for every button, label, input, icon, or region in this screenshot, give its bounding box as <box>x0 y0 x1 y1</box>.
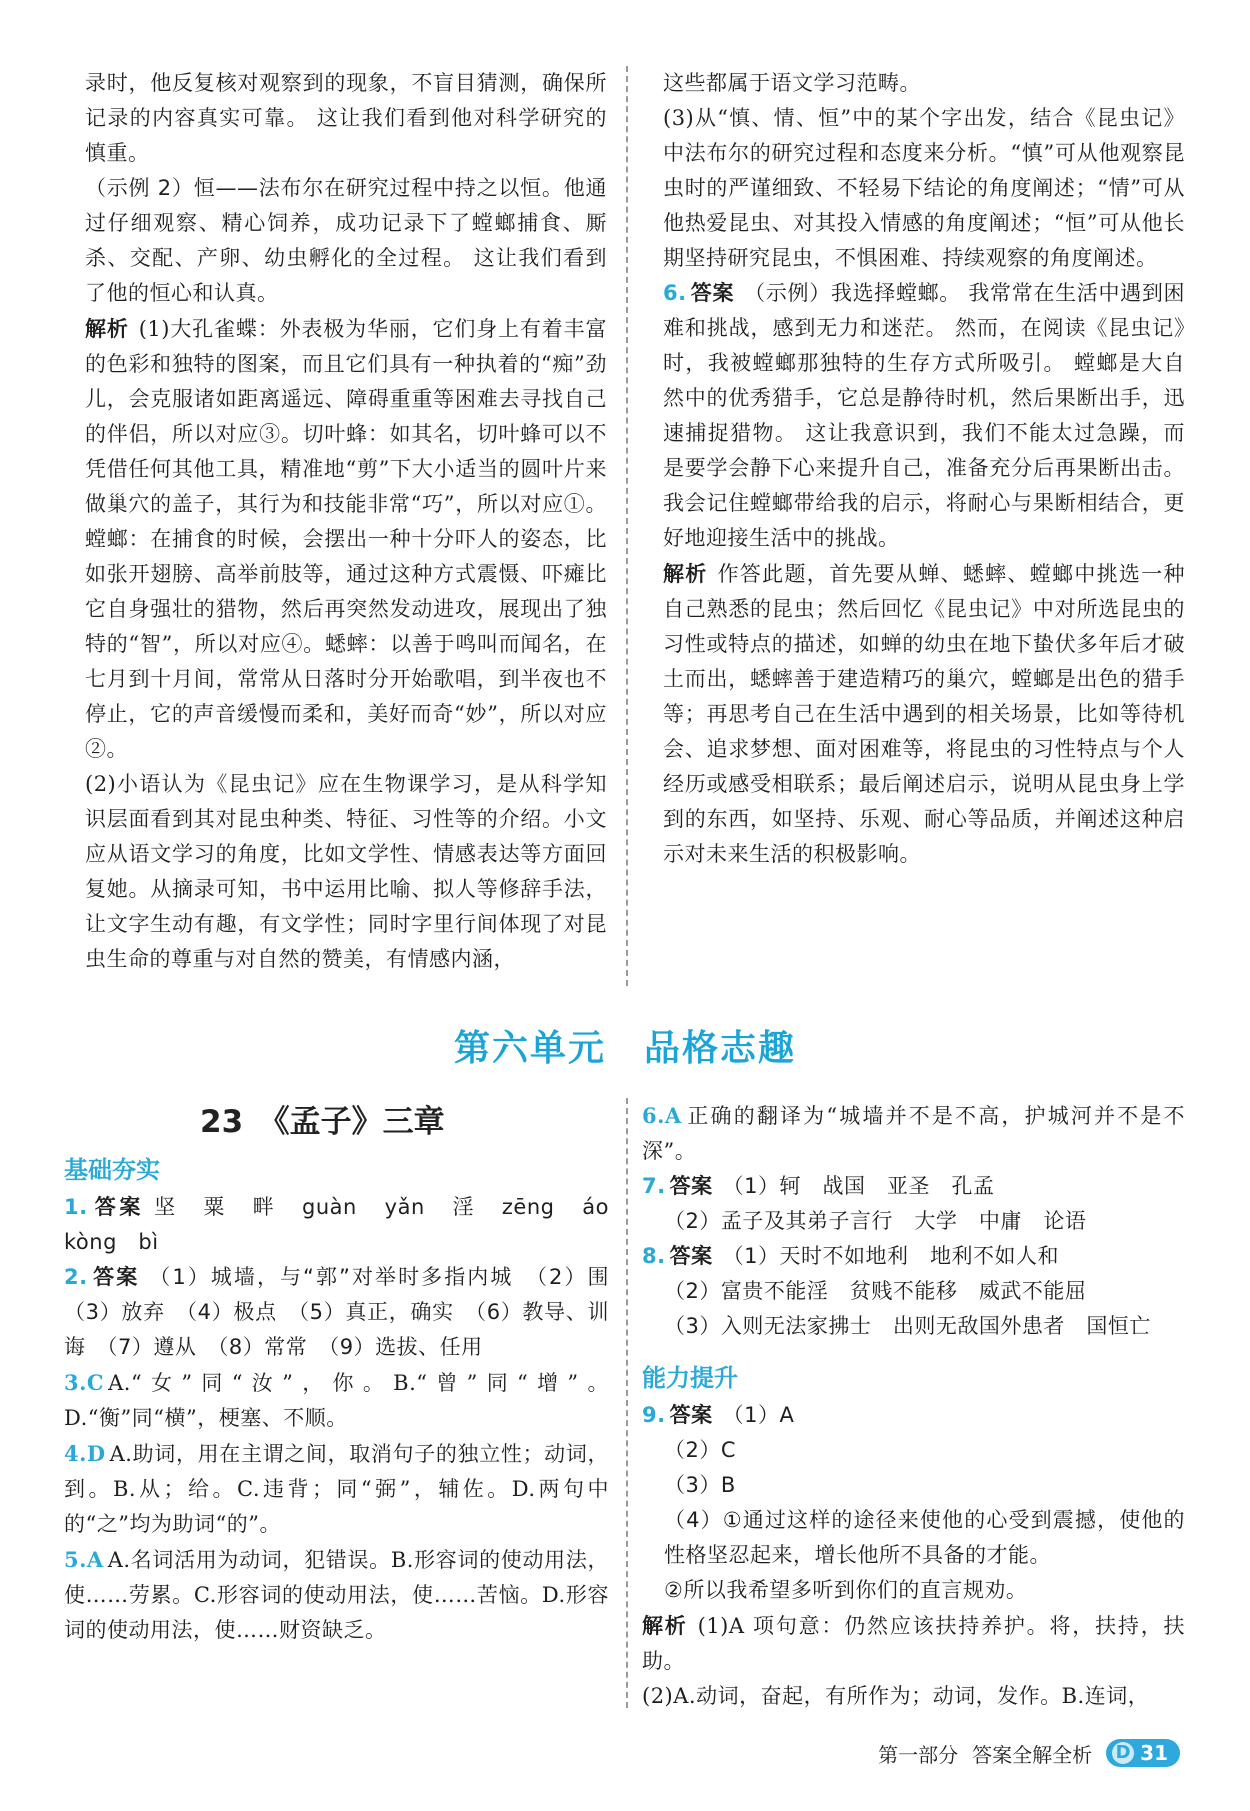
answer-item <box>64 1365 609 1436</box>
analysis-paragraph: (2)A.动词，奋起，有所作为；动词，发作。B.连词， <box>642 1684 1150 1708</box>
analysis-label: 解析 <box>85 316 129 341</box>
question-number: 9. <box>642 1403 666 1427</box>
answer-item <box>642 1169 1185 1204</box>
paragraph: 这些都属于语文学习范畴。 <box>663 71 921 95</box>
question-number: 1. <box>64 1195 88 1219</box>
footer-title: 答案全解全析 <box>972 1742 1093 1767</box>
answer-line: （3）B <box>664 1473 736 1497</box>
answer-item: （2）孟子及其弟子言行 大学 中庸 论语 <box>664 1209 1087 1233</box>
answer-text: 坚 粟 畔 guàn yǎn 淫 zēng áo kòng bì <box>64 1195 631 1254</box>
answer-text: 正确的翻译为“城墙并不是不高，护城河并不是不深”。 <box>642 1104 1185 1163</box>
page-badge <box>1106 1739 1180 1767</box>
question-number: 8. <box>642 1244 666 1268</box>
section-heading-ability: 能力提升 <box>642 1364 738 1392</box>
answer-item: （2）富贵不能淫 贫贱不能移 威武不能屈 <box>664 1279 1087 1303</box>
paragraph: 录时，他反复核对观察到的现象，不盲目猜测，确保所记录的内容真实可靠。 这让我们看到他对科学研究的慎重。 <box>85 71 607 165</box>
question-number: 7. <box>642 1174 666 1198</box>
paragraph: （示例 2）恒——法布尔在研究过程中持之以恒。他通过仔细观察、精心饲养，成功记录下了螳螂捕食、厮杀、交配、产卵、幼虫孵化的全过程。 这让我们看到了他的恒心和认真。 <box>85 176 607 305</box>
section-heading-basic: 基础夯实 <box>64 1156 160 1184</box>
answer-text: A.名词活用为动词，犯错误。B.形容词的使动用法，使……劳累。C.形容词的使动用法，使……苦恼。D.形容词的使动用法，使……财资缺乏。 <box>64 1548 609 1642</box>
section-letter: D <box>1112 1742 1134 1764</box>
analysis-label: 解析 <box>642 1613 688 1638</box>
question-number: 4.D <box>64 1441 106 1466</box>
analysis-text: 作答此题，首先要从蝉、蟋蟀、螳螂中挑选一种自己熟悉的昆虫；然后回忆《昆虫记》中对所选昆虫的习性或特点的描述，如蝉的幼虫在地下蛰伏多年后才破土而出，蟋蟀善于建造精巧的巢穴，螳螂是出色的猎手等；再思考自己在生活中遇到的相关场景，比如等待机会、追求梦想、面对困难等，将昆虫的习性特点与个人经历或感受相联系；最后阐述启示，说明从昆虫身上学到的东西，如坚持、乐观、耐心等品质，并阐述这种启示对未来生活的积极影响。 <box>663 562 1186 866</box>
analysis-paragraph <box>85 311 607 767</box>
analysis-label: 解析 <box>663 561 708 586</box>
question-number: 6.A <box>642 1103 682 1128</box>
column-divider <box>626 66 628 986</box>
answer-text: A.助词，用在主谓之间，取消句子的独立性；动词，到。B.从；给。C.违背；同“弼”，辅佐。D.两句中的“之”均为助词“的”。 <box>64 1442 609 1536</box>
question-number: 5.A <box>64 1547 104 1572</box>
answer-label: 答案 <box>91 1195 145 1219</box>
paragraph: (3)从“慎、情、恒”中的某个字出发，结合《昆虫记》中法布尔的研究过程和态度来分析。“慎”可从他观察昆虫时的严谨细致、不轻易下结论的角度阐述；“情”可从他热爱昆虫、对其投入情感的角度阐述；“恒”可从他长期坚持研究昆虫，不惧困难、持续观察的角度阐述。 <box>663 106 1185 270</box>
page-footer <box>878 1738 1180 1768</box>
page-number: 31 <box>1140 1741 1168 1765</box>
answer-item <box>64 1260 631 1365</box>
answer-item <box>642 1239 1185 1274</box>
answer-label: 答案 <box>690 281 735 305</box>
lower-left-column <box>64 1190 631 1648</box>
footer-part: 第一部分 <box>878 1742 959 1767</box>
upper-left-column <box>85 66 607 977</box>
answer-item <box>64 1542 609 1648</box>
question-6-analysis <box>663 556 1185 872</box>
lower-right-column <box>642 1098 1185 1344</box>
answer-text: （1）城墙，与“郭”对举时多指内城 （2）围 （3）放弃 （4）极点 （5）真正，确实 （6）教导、训诲 （7）遵从 （8）常常 （9）选拔、任用 <box>64 1265 631 1359</box>
question-9-block <box>642 1398 1185 1714</box>
question-6-answer <box>663 276 1185 556</box>
analysis-text: (1)A 项句意：仍然应该扶持养护。将，扶持，扶助。 <box>642 1614 1186 1673</box>
lesson-title: 23 《孟子》三章 <box>200 1104 445 1140</box>
upper-right-column <box>663 66 1185 872</box>
answer-item: （3）入则无法家拂士 出则无敌国外患者 国恒亡 <box>664 1314 1151 1338</box>
question-number: 3.C <box>64 1370 105 1395</box>
answer-label: 答案 <box>669 1174 713 1198</box>
analysis-paragraph <box>642 1608 1185 1679</box>
answer-line: ②所以我希望多听到你们的直言规劝。 <box>664 1578 1028 1602</box>
answer-item <box>642 1098 1185 1169</box>
answer-line: （2）C <box>664 1438 737 1462</box>
question-number: 2. <box>64 1265 88 1289</box>
answer-item <box>64 1190 631 1260</box>
unit-title: 第六单元 品格志趣 <box>453 1028 796 1069</box>
answer-text: （1）天时不如地利 地利不如人和 <box>722 1244 1059 1268</box>
answer-text: （1）A <box>722 1403 795 1427</box>
answer-text: A.“女”同“汝”，你。B.“曾”同“增”。D.“衡”同“横”，梗塞、不顺。 <box>64 1371 609 1430</box>
answer-line: （4）①通过这样的途径来使他的心受到震撼，使他的性格坚忍起来，增长他所不具备的才能。 <box>664 1508 1185 1567</box>
analysis-text: (1)大孔雀蝶：外表极为华丽，它们身上有着丰富的色彩和独特的图案，而且它们具有一种执着的“痴”劲儿，会克服诸如距离遥远、障碍重重等困难去寻找自己的伴侣，所以对应③。切叶蜂：如其名，切叶蜂可以不凭借任何其他工具，精准地“剪”下大小适当的圆叶片来做巢穴的盖子，其行为和技能非常“巧”，所以对应①。螳螂：在捕食的时候，会摆出一种十分吓人的姿态，比如张开翅膀、高举前肢等，通过这种方式震慑、吓瘫比它自身强壮的猎物，然后再突然发动进攻，展现出了独特的“智”，所以对应④。蟋蟀：以善于鸣叫而闻名，在七月到十月间，常常从日落时分开始歌唱，到半夜也不停止，它的声音缓慢而柔和，美好而奇“妙”，所以对应②。 <box>85 317 608 761</box>
column-divider <box>626 1098 628 1708</box>
answer-label: 答案 <box>91 1265 140 1289</box>
answer-item <box>64 1436 609 1542</box>
answer-text: （1）轲 战国 亚圣 孔孟 <box>722 1174 995 1198</box>
answer-label: 答案 <box>669 1403 713 1427</box>
answer-text: （示例）我选择螳螂。 我常常在生活中遇到困难和挑战，感到无力和迷茫。 然而，在阅读《昆虫记》时，我被螳螂那独特的生存方式所吸引。 螳螂是大自然中的优秀猎手，它总是静待时机，然后果断出手，迅速捕捉猎物。 这让我意识到，我们不能太过急躁，而是要学会静下心来提升自己，准备充分后再果断出击。 我会记住螳螂带给我的启示，将耐心与果断相结合，更好地迎接生活中的挑战。 <box>663 281 1185 550</box>
answer-label: 答案 <box>669 1244 713 1268</box>
question-number: 6. <box>663 281 687 305</box>
answer-item <box>642 1398 1185 1433</box>
analysis-paragraph: (2)小语认为《昆虫记》应在生物课学习，是从科学知识层面看到其对昆虫种类、特征、习性等的介绍。小文应从语文学习的角度，比如文学性、情感表达等方面回复她。从摘录可知，书中运用比喻、拟人等修辞手法，让文字生动有趣，有文学性；同时字里行间体现了对昆虫生命的尊重与对自然的赞美，有情感内涵， <box>85 772 607 971</box>
